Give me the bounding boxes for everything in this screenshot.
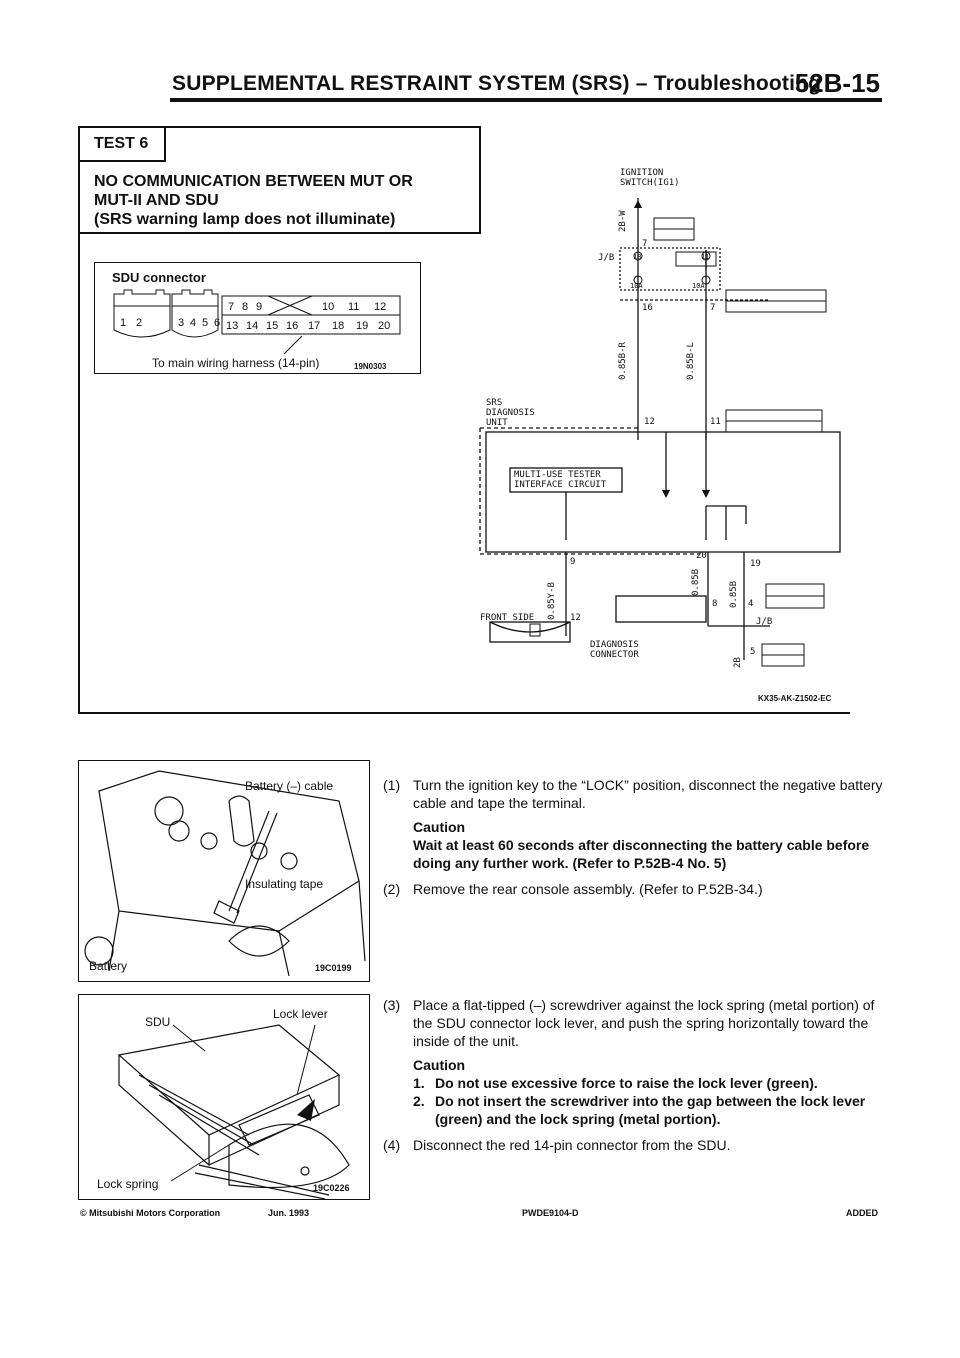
pin-5: 5 xyxy=(202,317,209,329)
insulating-tape-label: Insulating tape xyxy=(245,877,324,891)
step-4-text: Disconnect the red 14-pin connector from the SDU. xyxy=(413,1137,731,1153)
step-3-caution-heading: Caution xyxy=(413,1057,466,1073)
fuse-18: 18 xyxy=(633,253,642,261)
lock-lever-label: Lock lever xyxy=(273,1007,328,1021)
step-1 xyxy=(383,776,883,872)
pin-10: 10 xyxy=(322,301,335,313)
pin-14: 14 xyxy=(246,320,259,332)
wiring-diagram xyxy=(470,160,850,700)
pin-12b: 12 xyxy=(570,613,581,623)
lock-spring-label: Lock spring xyxy=(97,1177,159,1191)
pin-11: 11 xyxy=(710,417,721,427)
sdu-connector-caption: To main wiring harness (14-pin) xyxy=(152,356,320,370)
step-4-number: (4) xyxy=(383,1137,401,1153)
pin-9: 9 xyxy=(256,301,263,313)
pin-4: 4 xyxy=(748,599,754,609)
steps-group-1 xyxy=(383,776,883,898)
step-1-number: (1) xyxy=(383,777,401,793)
section-title: SUPPLEMENTAL RESTRAINT SYSTEM (SRS) – Troubleshooting xyxy=(172,72,822,95)
step-3-text: Place a flat-tipped (–) screwdriver against the lock spring (metal portion) of the SDU connector lock lever, and push the spring horizontally toward the inside of the unit. xyxy=(413,997,875,1049)
sdu-connector-label: SDU connector xyxy=(112,270,206,285)
step-3-caution-item-2 xyxy=(413,1092,883,1128)
step-3-caution-item-1 xyxy=(413,1074,883,1092)
pin-3: 3 xyxy=(178,317,185,329)
step-3-caution-2-number: 2. xyxy=(413,1093,425,1109)
footer-doc-code: PWDE9104-D xyxy=(522,1208,579,1218)
pin-16: 16 xyxy=(286,320,299,332)
fuse-10a-2: 10A xyxy=(692,282,705,290)
steps-group-2 xyxy=(383,996,883,1154)
pin-19: 19 xyxy=(750,559,761,569)
pin-7b: 7 xyxy=(710,303,716,313)
page-number: 52B-15 xyxy=(794,68,880,98)
step-2 xyxy=(383,880,883,898)
mut-interface-circuit-label: MULTI-USE TESTER INTERFACE CIRCUIT xyxy=(514,470,607,490)
step-4 xyxy=(383,1136,883,1154)
ignition-switch-label: IGNITION SWITCH(IG1) xyxy=(620,168,680,188)
wire-2b: 2B xyxy=(733,657,743,668)
pin-18: 18 xyxy=(332,320,345,332)
srs-diagnosis-unit-label: SRS DIAGNOSIS UNIT xyxy=(486,398,535,428)
pin-6: 6 xyxy=(214,317,221,329)
test-title-line-2: MUT-II AND SDU xyxy=(94,192,219,209)
pin-13: 13 xyxy=(226,320,239,332)
step-1-text: Turn the ignition key to the “LOCK” position, disconnect the negative battery cable and tape the terminal. xyxy=(413,777,883,811)
step-1-caution-text: Wait at least 60 seconds after disconnecting the battery cable before doing any further work. (Refer to P.52B-4 No. 5) xyxy=(413,837,870,871)
footer-status: ADDED xyxy=(846,1208,879,1218)
wire-085b-1: 0.85B xyxy=(691,568,701,596)
page-header xyxy=(170,68,882,102)
battery-label: Battery xyxy=(89,959,128,973)
step-3-number: (3) xyxy=(383,997,401,1013)
test-title-line-1: NO COMMUNICATION BETWEEN MUT OR xyxy=(94,173,413,190)
step-2-text: Remove the rear console assembly. (Refer to P.52B-34.) xyxy=(413,881,763,897)
step-3-caution-1-text: Do not use excessive force to raise the lock lever (green). xyxy=(435,1075,818,1091)
sdu-lock-figure-code: 19C0226 xyxy=(313,1183,350,1193)
pin-8: 8 xyxy=(712,599,718,609)
pin-16: 16 xyxy=(642,303,653,313)
step-3 xyxy=(383,996,883,1128)
pin-15: 15 xyxy=(266,320,279,332)
test-label: TEST 6 xyxy=(78,126,166,162)
footer-copyright: © Mitsubishi Motors Corporation xyxy=(80,1208,221,1218)
battery-drawing xyxy=(79,761,369,981)
pin-20: 20 xyxy=(378,320,391,332)
junction-block-2: J/B xyxy=(756,617,773,627)
test-title xyxy=(94,172,464,229)
front-side-label: FRONT SIDE xyxy=(480,613,535,623)
battery-figure xyxy=(78,760,370,982)
step-1-caution-heading: Caution xyxy=(413,819,466,835)
pin-20: 20 xyxy=(696,551,707,561)
sdu-figure-code: 19N0303 xyxy=(354,362,387,371)
sdu-connector-drawing xyxy=(110,286,410,356)
test-title-line-3: (SRS warning lamp does not illuminate) xyxy=(94,211,396,228)
diagnosis-connector-label: DIAGNOSIS CONNECTOR xyxy=(590,640,639,660)
fuse-11: 11 xyxy=(701,253,710,261)
battery-cable-label: Battery (–) cable xyxy=(245,779,334,793)
wire-085y-b: 0.85Y-B xyxy=(547,582,557,620)
pin-8: 8 xyxy=(242,301,249,313)
pin-12: 12 xyxy=(374,301,387,313)
footer-date: Jun. 1993 xyxy=(268,1208,310,1218)
sdu-label: SDU xyxy=(145,1015,171,1029)
pin-1: 1 xyxy=(120,317,127,329)
pin-5: 5 xyxy=(750,647,756,657)
step-2-number: (2) xyxy=(383,881,401,897)
pin-17: 17 xyxy=(308,320,321,332)
wire-2b-w: 2B-W xyxy=(618,210,628,232)
pin-7: 7 xyxy=(228,301,235,313)
sdu-lock-drawing xyxy=(79,995,369,1199)
step-3-caution-2-text: Do not insert the screwdriver into the gap between the lock lever (green) and the lock spring (metal portion). xyxy=(435,1093,866,1127)
pin-4: 4 xyxy=(190,317,197,329)
sdu-lock-figure xyxy=(78,994,370,1200)
wiring-figure-code: KX35-AK-Z1502-EC xyxy=(758,694,832,703)
pin-11: 11 xyxy=(348,301,360,313)
step-3-caution-1-number: 1. xyxy=(413,1075,425,1091)
wire-085b-2: 0.85B xyxy=(729,580,739,608)
pin-7-top: 7 xyxy=(642,239,648,249)
pin-2: 2 xyxy=(136,317,143,329)
wire-085b-l: 0.85B-L xyxy=(686,342,696,380)
pin-9: 9 xyxy=(570,557,576,567)
pin-12a: 12 xyxy=(644,417,655,427)
battery-figure-code: 19C0199 xyxy=(315,963,352,973)
fuse-10a-1: 10A xyxy=(630,282,643,290)
pin-19: 19 xyxy=(356,320,369,332)
junction-block: J/B xyxy=(598,253,615,263)
wire-085b-r: 0.85B-R xyxy=(618,342,628,380)
